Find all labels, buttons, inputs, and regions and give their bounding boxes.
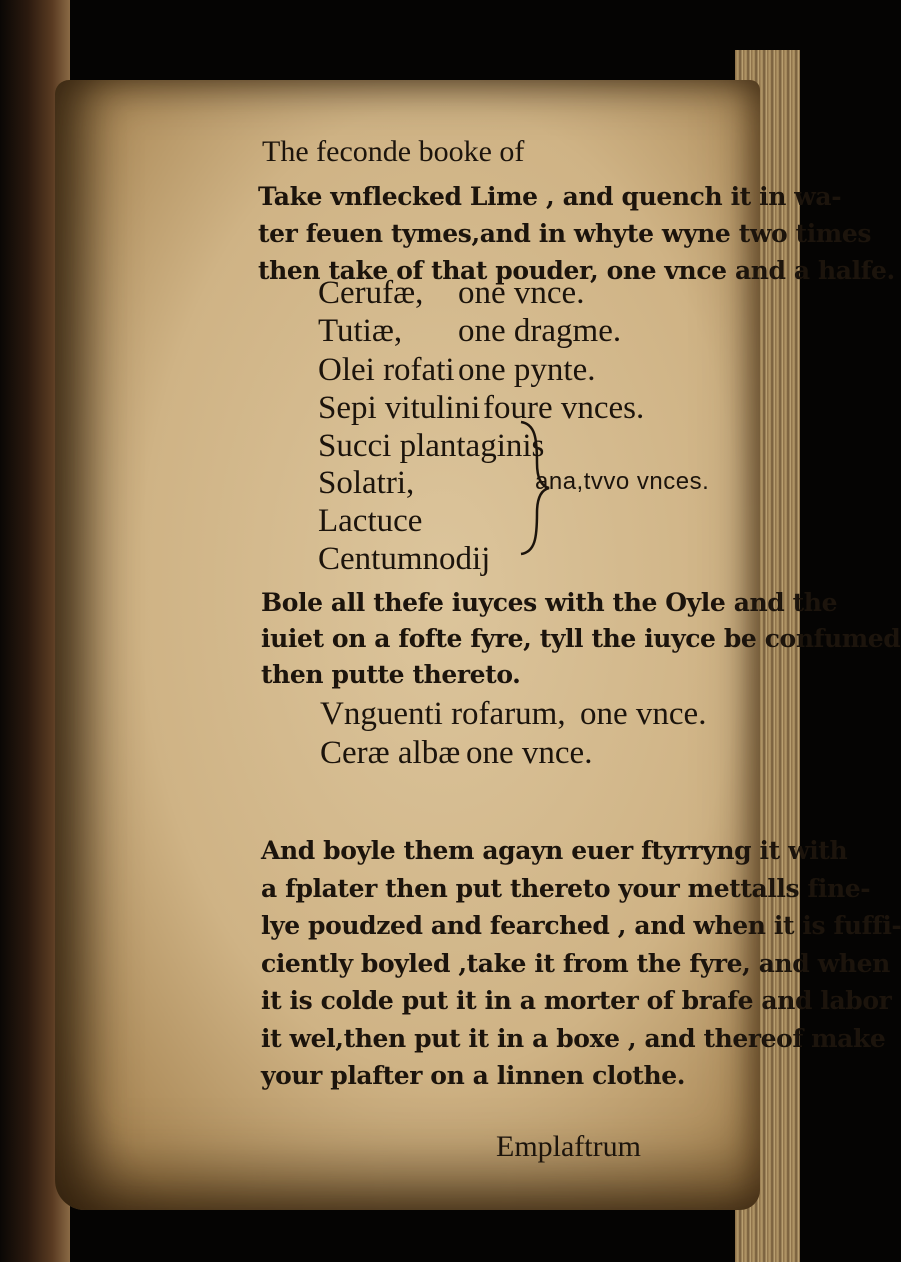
text-line: Take vnflecked Lime , and quench it in wa- [258,182,842,211]
paragraph-1 [258,178,895,289]
paragraph-2 [261,585,900,693]
text-line: a fplater then put thereto your mettalls fine- [261,873,871,903]
ingredient-amount: one vnce. [580,696,707,732]
text-line: your plafter on a linnen clothe. [261,1061,686,1090]
text-line: ter feuen tymes,and in whyte wyne two times [258,219,872,248]
catchword: Emplaftrum [496,1130,641,1163]
ingredient-name: Succi plantaginis [318,428,545,464]
paragraph-3 [261,832,901,1095]
text-line: then take of that pouder, one vnce and a halfe. [258,256,895,285]
text-line: ciently boyled ,take it from the fyre, and when [261,948,890,978]
ingredient-name: Tutiæ, [318,313,403,349]
text-line: lye poudzed and fearched , and when it is fuffi- [261,911,901,940]
ingredient-amount: one vnce. [458,275,585,311]
ingredient-amount: one dragme. [458,313,622,349]
ingredient-name: Solatri, [318,465,415,501]
ingredient-amount: foure vnces. [483,390,645,426]
text-line: Bole all thefe iuyces with the Oyle and the [261,588,838,617]
ingredient-name: Sepi vitulini [318,390,481,426]
ingredient-name: Centumnodij [318,541,491,577]
text-line: And boyle them agayn euer ftyrryng it with [261,836,848,865]
text-line: it wel,then put it in a boxe , and thereof make [261,1023,886,1053]
shared-amount: ana,tvvo vnces. [535,468,710,495]
running-head: The feconde booke of [262,135,525,168]
text-line: then putte thereto. [261,660,521,689]
text-line: iuiet on a fofte fyre, tyll the iuyce be confumed [261,624,901,653]
ingredient-name: Lactuce [318,503,423,539]
ingredient-name: Vnguenti rofarum, [320,696,566,732]
ingredient-amount: one pynte. [458,352,596,388]
ingredient-name: Olei rofati [318,352,455,388]
ingredient-name: Cerufæ, [318,275,424,311]
ingredient-amount: one vnce. [466,735,593,771]
ingredient-name: Ceræ albæ [320,735,461,771]
text-line: it is colde put it in a morter of brafe and labor [261,986,892,1015]
